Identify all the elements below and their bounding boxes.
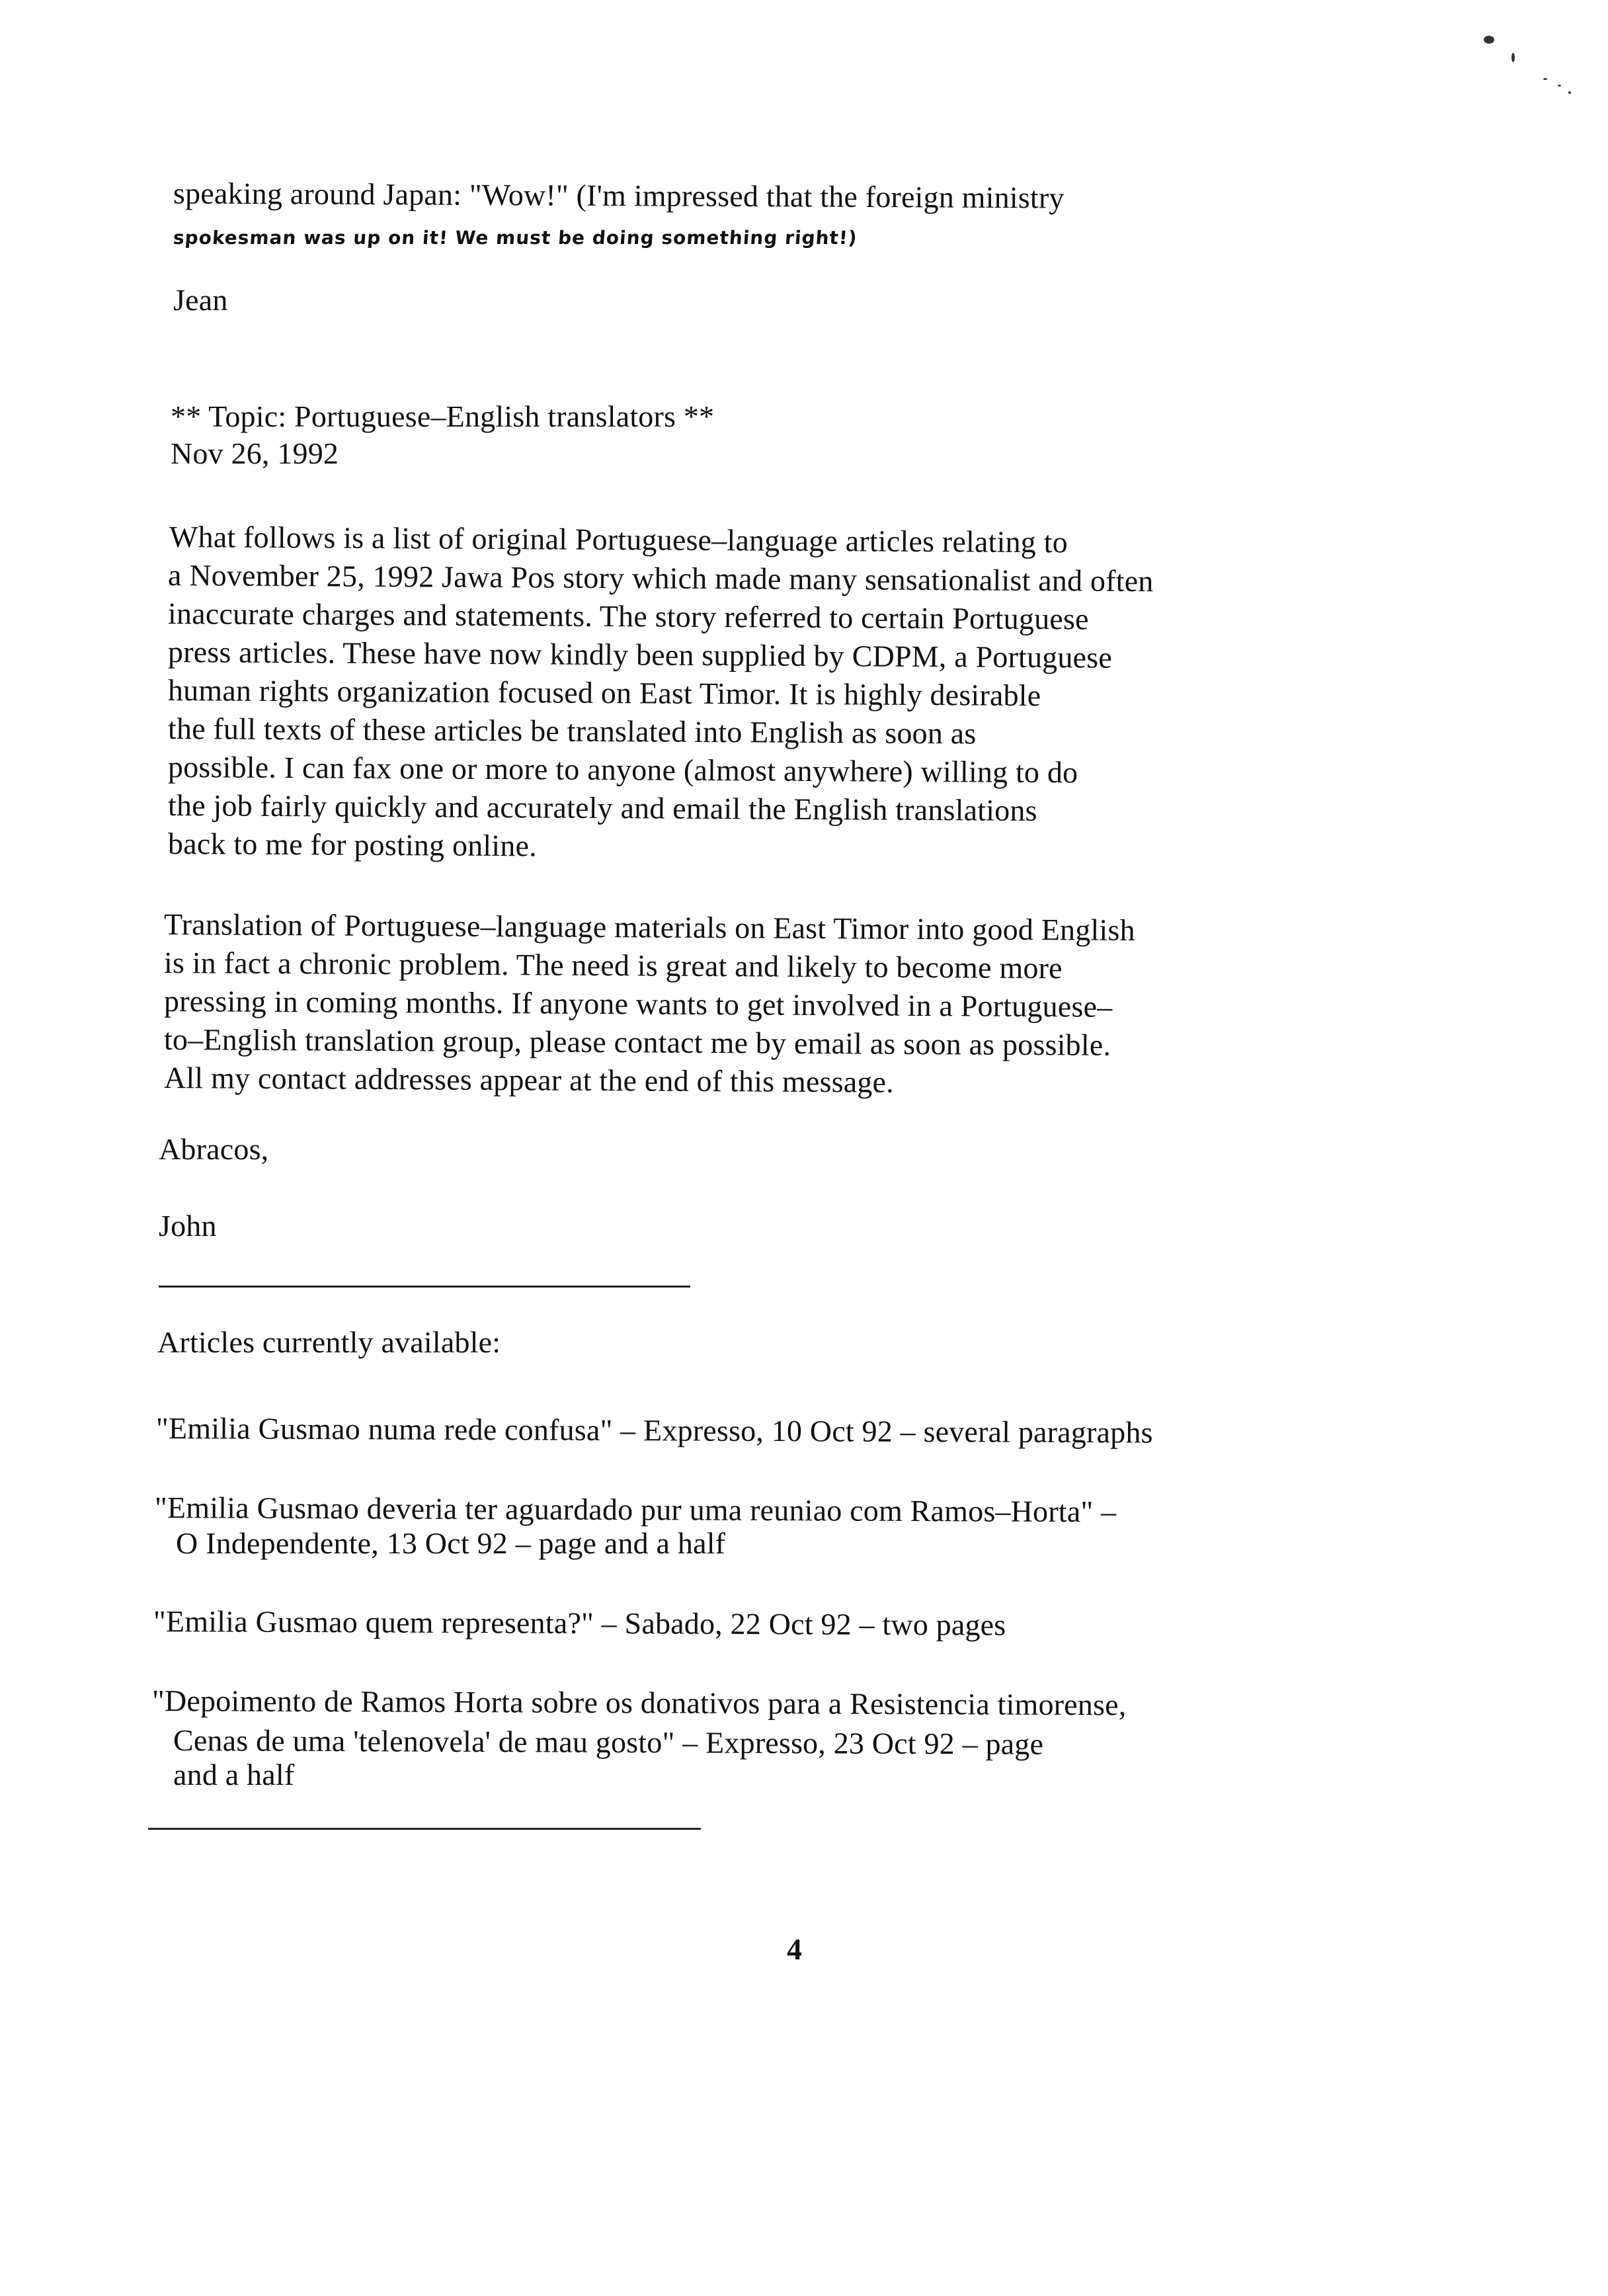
page-number: 4 xyxy=(787,1932,802,1966)
topic-heading: ** Topic: Portuguese–English translators ** xyxy=(171,399,715,433)
scan-speck xyxy=(1568,91,1571,94)
article-item-continuation: Cenas de uma 'telenovela' de mau gosto" – Expresso, 23 Oct 92 – page xyxy=(173,1723,1044,1761)
paragraph2-line: All my contact addresses appear at the end of this message. xyxy=(163,1061,895,1099)
closing-name: John xyxy=(159,1209,217,1243)
paragraph1-line: the job fairly quickly and accurately and email the English translations xyxy=(167,788,1037,828)
articles-heading: Articles currently available: xyxy=(157,1325,501,1359)
paragraph1-line: press articles. These have now kindly been supplied by CDPM, a Portuguese xyxy=(167,635,1113,675)
closing-salutation: Abracos, xyxy=(159,1132,269,1166)
paragraph1-line: What follows is a list of original Portuguese–language articles relating to xyxy=(169,520,1068,559)
article-item: "Emilia Gusmao numa rede confusa" – Expresso, 10 Oct 92 – several paragraphs xyxy=(155,1411,1153,1450)
intro-line-2: spokesman was up on it! We must be doing something right!) xyxy=(172,227,858,249)
paragraph1-line: the full texts of these articles be translated into English as soon as xyxy=(167,712,977,751)
paragraph1-line: back to me for posting online. xyxy=(167,827,538,863)
intro-signature: Jean xyxy=(173,283,228,317)
paragraph1-line: a November 25, 1992 Jawa Pos story which made many sensationalist and often xyxy=(167,558,1154,598)
article-item: "Emilia Gusmao deveria ter aguardado pur uma reuniao com Ramos–Horta" – xyxy=(154,1491,1117,1529)
separator-rule xyxy=(148,1828,701,1830)
paragraph2-line: Translation of Portuguese–language materials on East Timor into good English xyxy=(163,907,1135,947)
scan-speck xyxy=(1543,78,1547,80)
article-item: "Depoimento de Ramos Horta sobre os donativos para a Resistencia timorense, xyxy=(151,1684,1127,1722)
paragraph1-line: inaccurate charges and statements. The story referred to certain Portuguese xyxy=(167,596,1089,636)
paragraph2-line: pressing in coming months. If anyone wants to get involved in a Portuguese– xyxy=(163,984,1113,1024)
article-item-continuation: O Independente, 13 Oct 92 – page and a half xyxy=(176,1526,726,1560)
scan-speck xyxy=(1484,36,1494,44)
paragraph1-line: human rights organization focused on East Timor. It is highly desirable xyxy=(167,673,1041,713)
scan-speck xyxy=(1511,53,1515,62)
paragraph2-line: is in fact a chronic problem. The need is great and likely to become more xyxy=(163,946,1063,985)
separator-rule xyxy=(159,1286,690,1288)
topic-date: Nov 26, 1992 xyxy=(171,436,339,470)
paragraph2-line: to–English translation group, please contact me by email as soon as possible. xyxy=(163,1022,1111,1062)
article-item-continuation: and a half xyxy=(173,1758,295,1791)
scan-speck xyxy=(1558,85,1561,87)
article-item: "Emilia Gusmao quem representa?" – Sabado, 22 Oct 92 – two pages xyxy=(153,1604,1006,1642)
paragraph1-line: possible. I can fax one or more to anyone (almost anywhere) willing to do xyxy=(167,750,1078,790)
intro-line-1: speaking around Japan: "Wow!" (I'm impressed that the foreign ministry xyxy=(173,176,1065,215)
